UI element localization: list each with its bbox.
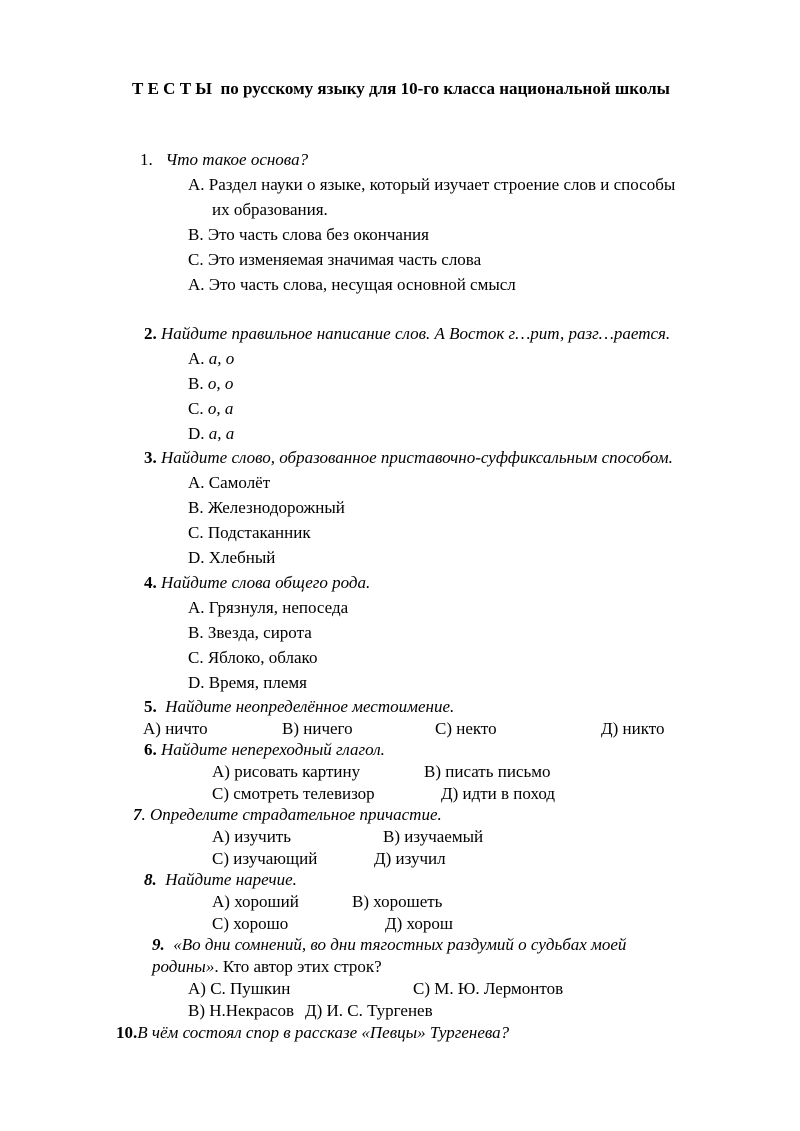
option-text: а, о — [208, 349, 235, 368]
option: В) Н.Некрасов — [188, 1001, 294, 1020]
question-text: Найдите наречие. — [165, 870, 297, 889]
option: Д) хорош — [385, 914, 453, 933]
option-letter: A. — [188, 275, 205, 294]
option-letter: A. — [188, 473, 205, 492]
option-text: Звезда, сирота — [207, 623, 312, 642]
option-text: о, о — [207, 374, 234, 393]
option-letter: D. — [188, 424, 205, 443]
question-text: В чём состоял спор в рассказе «Певцы» Тургенева? — [137, 1023, 510, 1042]
question-5 — [144, 696, 454, 718]
option: А) изучить — [212, 827, 291, 846]
option — [188, 348, 234, 370]
option-text: Время, племя — [208, 673, 307, 692]
option-text: Раздел науки о языке, который изучает строение слов и способы — [208, 175, 676, 194]
option — [188, 672, 307, 694]
option — [188, 597, 348, 619]
title-rest: по русскому языку для 10-го класса национальной школы — [220, 79, 670, 98]
option: В) писать письмо — [424, 762, 551, 781]
option: В) хорошеть — [352, 892, 443, 911]
option — [188, 373, 233, 395]
option-letter: D. — [188, 673, 205, 692]
question-text: Что такое основа? — [165, 150, 309, 169]
option: Д) И. С. Тургенев — [305, 1001, 433, 1020]
option-letter: C. — [188, 399, 204, 418]
option-text: Это изменяемая значимая часть слова — [207, 250, 482, 269]
question-3 — [144, 447, 673, 469]
option-letter: B. — [188, 374, 204, 393]
question-text: «Во дни сомнений, во дни тягостных раздумий о судьбах моей — [173, 935, 627, 954]
option: А) хороший — [212, 892, 299, 911]
option-text: а, а — [208, 424, 235, 443]
option-letter: D. — [188, 548, 205, 567]
question-9-continuation — [152, 956, 382, 978]
option — [188, 423, 234, 445]
question-text: Найдите слово, образованное приставочно-суффиксальным способом. — [161, 448, 673, 467]
option — [188, 174, 675, 196]
option-letter: A. — [188, 175, 205, 194]
option-text: Железнодорожный — [207, 498, 345, 517]
option-letter: B. — [188, 225, 204, 244]
option: В) ничего — [282, 719, 353, 738]
option — [188, 522, 311, 544]
option-text: Самолёт — [208, 473, 271, 492]
option: В) изучаемый — [383, 827, 484, 846]
option-text: Хлебный — [208, 548, 276, 567]
option — [188, 224, 429, 246]
question-text: Найдите неопределённое местоимение. — [165, 697, 455, 716]
option-text: Это часть слова, несущая основной смысл — [208, 275, 516, 294]
question-number: 1. — [140, 150, 153, 169]
option-letter: B. — [188, 623, 204, 642]
option-text: о, а — [207, 399, 234, 418]
option: А) С. Пушкин — [188, 979, 291, 998]
question-text: Найдите слова общего рода. — [161, 573, 371, 592]
question-text: . Определите страдательное причастие. — [141, 805, 442, 824]
question-text-italic: родины» — [152, 957, 215, 976]
option — [188, 547, 275, 569]
option: С) смотреть телевизор — [212, 784, 375, 803]
question-text: Найдите правильное написание слов. А Восток г…рит, разг…рается. — [161, 324, 671, 343]
question-number: 2. — [144, 324, 157, 343]
question-9 — [152, 934, 626, 956]
question-7 — [133, 804, 442, 826]
title-spaced: Т Е С Т Ы — [132, 79, 212, 98]
question-number: 3. — [144, 448, 157, 467]
option — [188, 622, 312, 644]
option-text: Это часть слова без окончания — [207, 225, 429, 244]
page-title — [132, 78, 670, 100]
option: Д) никто — [601, 719, 665, 738]
question-number: 10. — [116, 1023, 138, 1042]
option-continuation: их образования. — [212, 200, 328, 219]
question-4 — [144, 572, 370, 594]
option: С) изучающий — [212, 849, 318, 868]
option: А) рисовать картину — [212, 762, 361, 781]
option — [188, 398, 233, 420]
question-8 — [144, 869, 297, 891]
option: Д) изучил — [374, 849, 446, 868]
question-number: 4. — [144, 573, 157, 592]
option: С) хорошо — [212, 914, 289, 933]
option-text: Подстаканник — [207, 523, 311, 542]
question-text: Найдите непереходный глагол. — [161, 740, 385, 759]
option: С) некто — [435, 719, 497, 738]
option: Д) идти в поход — [441, 784, 555, 803]
option-letter: C. — [188, 648, 204, 667]
question-2 — [144, 323, 670, 345]
option-letter: C. — [188, 250, 204, 269]
option — [188, 647, 317, 669]
option — [188, 274, 516, 296]
question-6 — [144, 739, 385, 761]
question-number: 9. — [152, 935, 165, 954]
option-text: Яблоко, облако — [207, 648, 318, 667]
option: А) ничто — [143, 719, 208, 738]
option — [188, 249, 481, 271]
option-letter: A. — [188, 598, 205, 617]
question-number: 7 — [133, 805, 142, 824]
option-letter: A. — [188, 349, 205, 368]
option — [188, 497, 345, 519]
option: С) М. Ю. Лермонтов — [413, 979, 564, 998]
question-1 — [140, 149, 308, 171]
option — [188, 472, 270, 494]
question-10 — [116, 1022, 509, 1044]
question-number: 6. — [144, 740, 157, 759]
question-number: 5. — [144, 697, 157, 716]
question-text-rest: . Кто автор этих строк? — [214, 957, 382, 976]
question-number: 8. — [144, 870, 157, 889]
option-text: Грязнуля, непоседа — [208, 598, 349, 617]
option-letter: C. — [188, 523, 204, 542]
option-letter: B. — [188, 498, 204, 517]
